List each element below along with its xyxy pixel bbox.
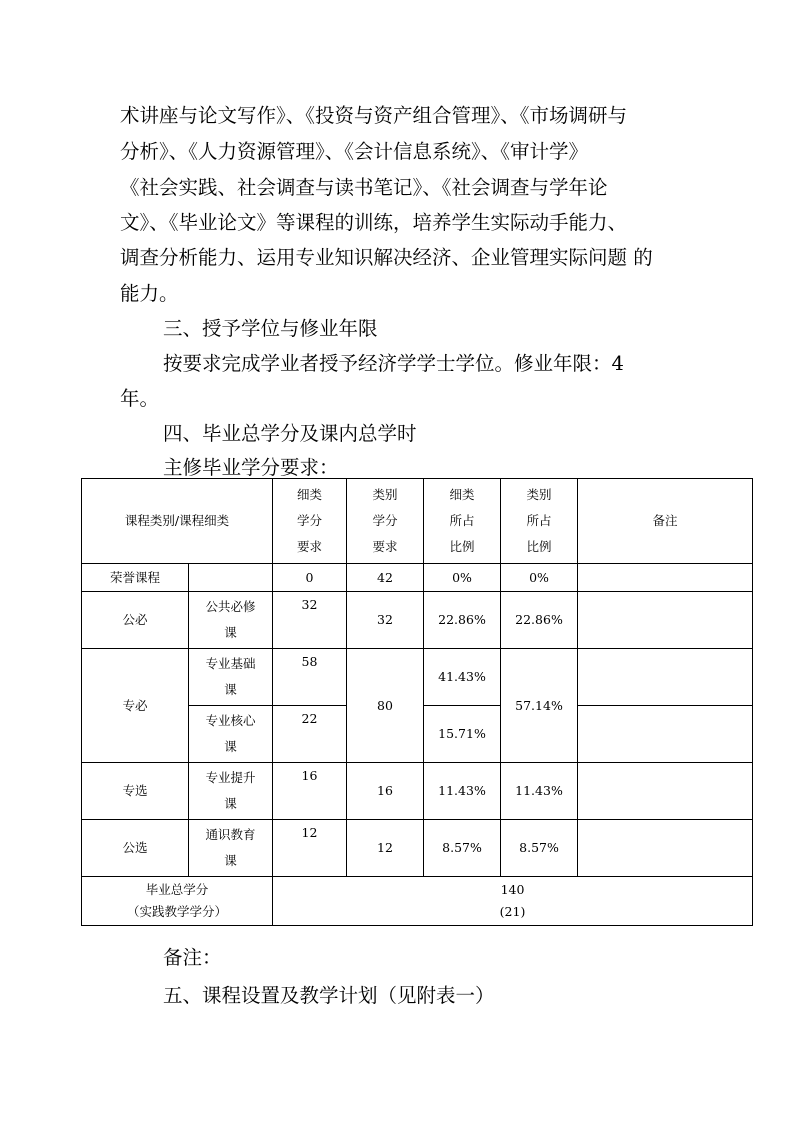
- honor-cat-credits: 42: [347, 564, 424, 592]
- public-required-subcategory: 公共必修 课: [189, 592, 273, 649]
- major-required-cat-ratio: 57.14%: [501, 649, 578, 763]
- honor-remarks: [578, 564, 753, 592]
- major-elective-remarks: [578, 763, 753, 820]
- section-3-heading: 三、授予学位与修业年限: [163, 317, 378, 340]
- body-text-line: 《社会实践、社会调查与读书笔记》、《社会调查与学年论: [120, 176, 608, 199]
- table-row-honor: [82, 564, 753, 592]
- table-row-public-elective: [82, 820, 753, 877]
- public-required-cat-credits: 32: [347, 592, 424, 649]
- body-text-line: 调查分析能力、运用专业知识解决经济、企业管理实际问题 的: [120, 246, 653, 269]
- credits-requirement-title: 主修毕业学分要求：: [163, 456, 339, 479]
- total-label: 毕业总学分 （实践教学学分）: [82, 877, 273, 926]
- major-foundation-subcategory: 专业基础 课: [189, 649, 273, 706]
- public-required-sub-ratio: 22.86%: [424, 592, 501, 649]
- major-core-sub-ratio: 15.71%: [424, 706, 501, 763]
- honor-category: 荣誉课程: [82, 564, 189, 592]
- major-elective-sub-ratio: 11.43%: [424, 763, 501, 820]
- section-4-heading: 四、毕业总学分及课内总学时: [163, 422, 417, 445]
- public-required-cat-ratio: 22.86%: [501, 592, 578, 649]
- major-elective-cat-ratio: 11.43%: [501, 763, 578, 820]
- body-text-line: 术讲座与论文写作》、《投资与资产组合管理》、《市场调研与: [120, 104, 628, 127]
- header-cat-credits: 类别 学分 要求: [347, 479, 424, 564]
- major-elective-category: 专选: [82, 763, 189, 820]
- section-3-text-cont: 年。: [120, 387, 160, 410]
- public-elective-sub-ratio: 8.57%: [424, 820, 501, 877]
- public-required-remarks: [578, 592, 753, 649]
- honor-sub-ratio: 0%: [424, 564, 501, 592]
- header-category: 课程类别/课程细类: [82, 479, 273, 564]
- body-text-line: 分析》、《人力资源管理》、《会计信息系统》、《审计学》: [120, 140, 589, 163]
- table-row-major-elective: [82, 763, 753, 820]
- total-value: 140 (21): [273, 877, 753, 926]
- major-core-subcategory: 专业核心 课: [189, 706, 273, 763]
- major-foundation-remarks: [578, 649, 753, 706]
- major-foundation-sub-credits: 58: [273, 649, 347, 706]
- public-elective-category: 公选: [82, 820, 189, 877]
- public-elective-sub-credits: 12: [273, 820, 347, 877]
- section-5-heading: 五、课程设置及教学计划（见附表一）: [163, 984, 495, 1007]
- public-elective-remarks: [578, 820, 753, 877]
- table-row-public-required: [82, 592, 753, 649]
- credits-table: [81, 478, 753, 926]
- public-required-sub-credits: 32: [273, 592, 347, 649]
- public-elective-subcategory: 通识教育 课: [189, 820, 273, 877]
- header-sub-ratio: 细类 所占 比例: [424, 479, 501, 564]
- major-required-category: 专必: [82, 649, 189, 763]
- major-required-cat-credits: 80: [347, 649, 424, 763]
- honor-sub-credits: 0: [273, 564, 347, 592]
- major-core-remarks: [578, 706, 753, 763]
- public-required-category: 公必: [82, 592, 189, 649]
- honor-subcategory: [189, 564, 273, 592]
- header-cat-ratio: 类别 所占 比例: [501, 479, 578, 564]
- remarks-label: 备注：: [163, 946, 222, 969]
- public-elective-cat-ratio: 8.57%: [501, 820, 578, 877]
- table-row-total: [82, 877, 753, 926]
- major-elective-cat-credits: 16: [347, 763, 424, 820]
- section-3-text: 按要求完成学业者授予经济学学士学位。修业年限：4: [163, 352, 624, 375]
- major-elective-sub-credits: 16: [273, 763, 347, 820]
- header-remarks: 备注: [578, 479, 753, 564]
- major-core-sub-credits: 22: [273, 706, 347, 763]
- body-text-line: 能力。: [120, 282, 179, 305]
- table-header-row: [82, 479, 753, 564]
- public-elective-cat-credits: 12: [347, 820, 424, 877]
- header-sub-credits: 细类 学分 要求: [273, 479, 347, 564]
- major-foundation-sub-ratio: 41.43%: [424, 649, 501, 706]
- major-elective-subcategory: 专业提升 课: [189, 763, 273, 820]
- honor-cat-ratio: 0%: [501, 564, 578, 592]
- table-row-major-foundation: [82, 649, 753, 706]
- body-text-line: 文》、《毕业论文》等课程的训练，培养学生实际动手能力、: [120, 211, 628, 234]
